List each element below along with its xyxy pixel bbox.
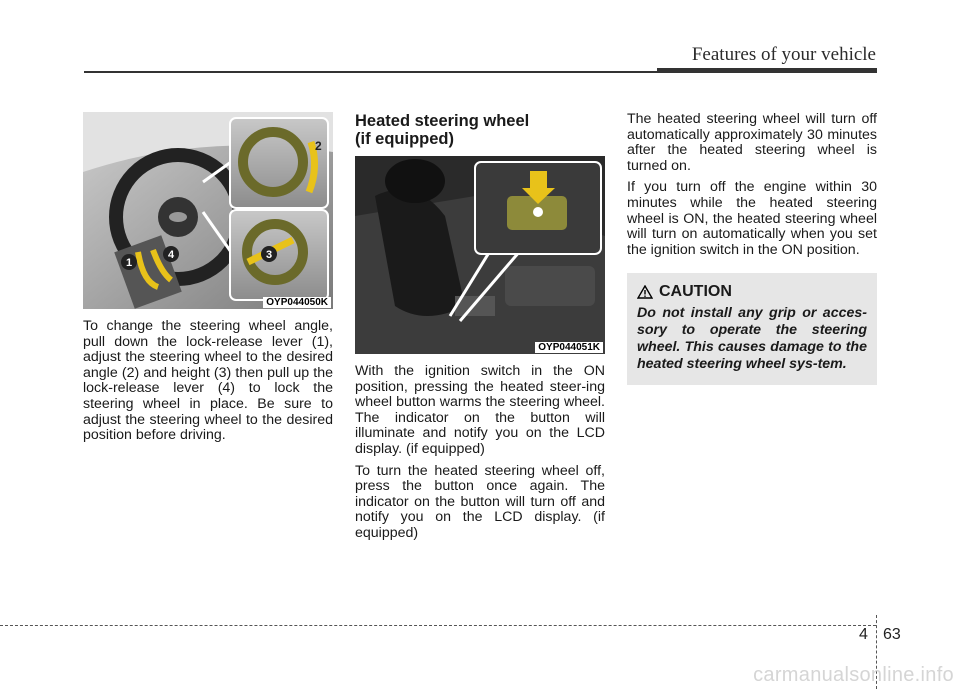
section-heading-line-1: Heated steering wheel (355, 112, 530, 130)
column-3 (627, 112, 877, 385)
heated-button-illustration (355, 156, 605, 354)
heated-off-paragraph: To turn the heated steering wheel off, press the button once again. The indicator on the button will turn off and notify you on the LCD display. (if equipped) (355, 462, 605, 541)
steering-adjust-paragraph: To change the steering wheel angle, pull down the lock-release lever (1), adjust the steering wheel to the desired angle (2) and height (3) then pull up the lock-release lever (4) to lock the steering wheel in place. Be sure to adjust the steering wheel to the desired position before driving. (83, 318, 333, 444)
header-title: Features of your vehicle (691, 44, 876, 65)
watermark: carmanualsonline.info (753, 664, 954, 686)
photo-code: OYP044051K (535, 342, 603, 353)
callout-2-label: 2 (315, 139, 322, 153)
heated-on-paragraph: With the ignition switch in the ON position, pressing the heated steer-ing wheel button warms the steering wheel. The indicator on the button will illuminate and notify you on the LCD display. (if equipped) (355, 363, 605, 457)
section-number: 4 (859, 626, 868, 643)
caution-title (637, 283, 867, 301)
section-heading-line-2: (if equipped) (355, 130, 454, 148)
page-number: 63 (883, 626, 901, 643)
section-heading (355, 112, 605, 148)
auto-on-paragraph: If you turn off the engine within 30 minutes while the heated steering wheel is ON, the heated steering wheel will turn on automatically when you set the ignition switch in the ON position. (627, 179, 877, 258)
header-rule-accent (657, 68, 877, 73)
steering-adjust-illustration (83, 112, 333, 309)
footer-rule (0, 625, 876, 626)
callout-4-label: 4 (167, 249, 175, 261)
caution-box (627, 273, 877, 385)
auto-off-paragraph: The heated steering wheel will turn off automatically approximately 30 minutes after the heated steering wheel is turned on. (627, 111, 877, 174)
column-2 (355, 112, 605, 548)
warning-triangle-icon (637, 285, 653, 299)
caution-text: Do not install any grip or acces-sory to operate the steering wheel. This causes damage to the heated steering wheel sys-tem. (637, 305, 867, 373)
caution-title-label: CAUTION (659, 283, 732, 301)
steering-adjust-photo (83, 112, 333, 309)
callout-1-label: 1 (125, 257, 133, 269)
photo-code: OYP044050K (263, 297, 331, 308)
column-1 (83, 112, 333, 450)
heated-button-photo (355, 156, 605, 354)
callout-3-label: 3 (265, 249, 273, 261)
